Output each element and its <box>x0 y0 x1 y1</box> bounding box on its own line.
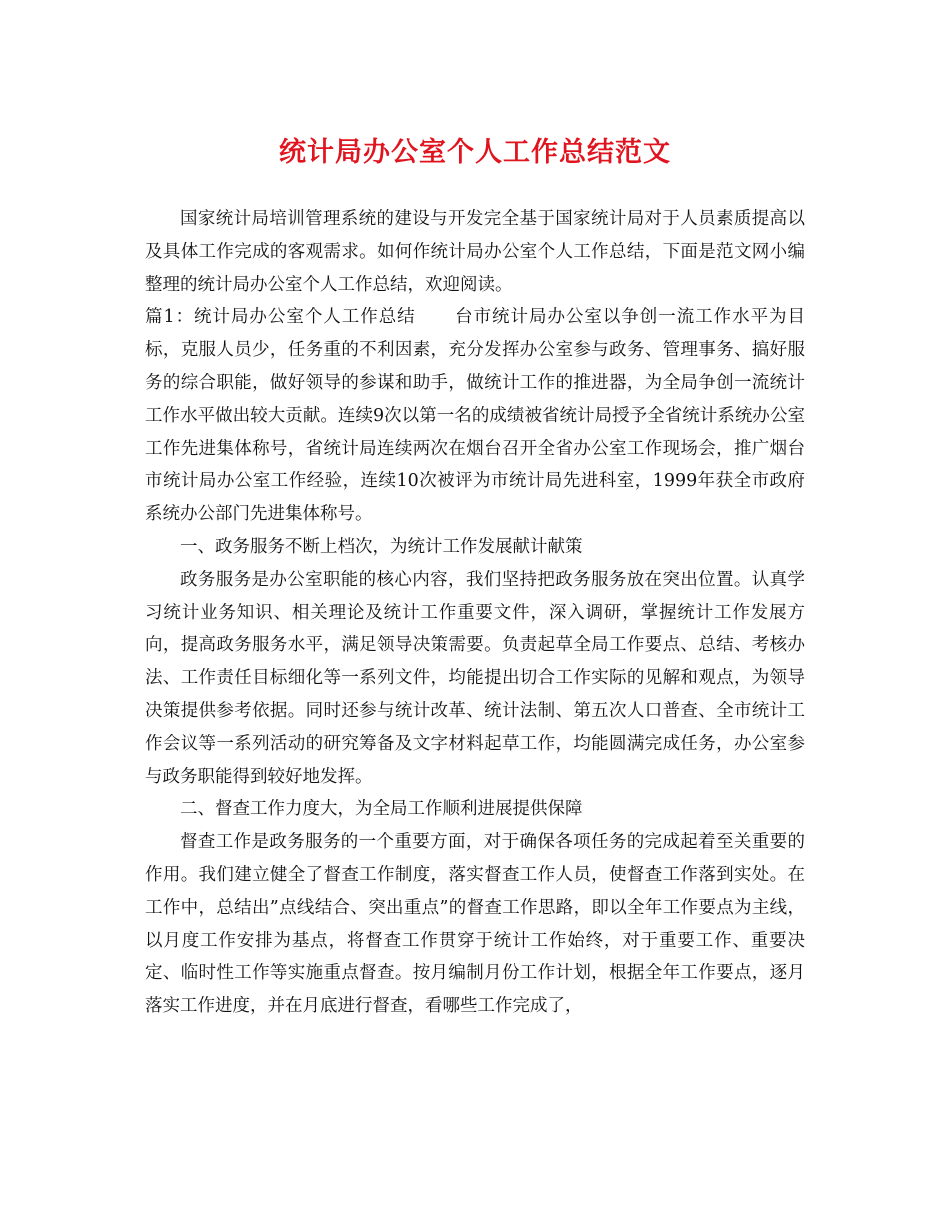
intro-paragraph: 国家统计局培训管理系统的建设与开发完全基于国家统计局对于人员素质提高以及具体工作完成的客观需求。如何作统计局办公室个人工作总结，下面是范文网小编整理的统计局办公室个人工作总结，欢迎阅读。 <box>145 209 805 295</box>
section2-paragraph: 督查工作是政务服务的一个重要方面，对于确保各项任务的完成起着至关重要的作用。我们建立健全了督查工作制度，落实督查工作人员，使督查工作落到实处。在工作中，总结出”点线结合、突出重点”的督查工作思路，即以全年工作要点为主线，以月度工作安排为基点，将督查工作贯穿于统计工作始终，对于重要工作、重要决定、临时性工作等实施重点督查。按月编制月份工作计划，根据全年工作要点，逐月落实工作进度，并在月底进行督查，看哪些工作完成了， <box>145 832 805 1017</box>
section2-heading: 二、督查工作力度大，为全局工作顺利进展提供保障 <box>180 799 583 820</box>
section1-paragraph: 政务服务是办公室职能的核心内容，我们坚持把政务服务放在突出位置。认真学习统计业务知识、相关理论及统计工作重要文件，深入调研，掌握统计工作发展方向，提高政务服务水平，满足领导决策需要。负责起草全局工作要点、总结、考核办法、工作责任目标细化等一系列文件，均能提出切合工作实际的见解和观点，为领导决策提供参考依据。同时还参与统计改革、统计法制、第五次人口普查、全市统计工作会议等一系列活动的研究筹备及文字材料起草工作，均能圆满完成任务，办公室参与政务职能得到较好地发挥。 <box>145 569 805 787</box>
document-title: 统计局办公室个人工作总结范文 <box>279 137 671 168</box>
section1-heading: 一、政务服务不断上档次，为统计工作发展献计献策 <box>180 536 583 557</box>
chapter-text: 台市统计局办公室以争创一流工作水平为目标，克服人员少，任务重的不利因素，充分发挥办公室参与政务、管理事务、搞好服务的综合职能，做好领导的参谋和助手，做统计工作的推进器，为全局争创一流统计工作水平做出较大贡献。连续9次以第一名的成绩被省统计局授予全省统计系统办公室工作先进集体称号，省统计局连续两次在烟台召开全省办公室工作现场会，推广烟台市统计局办公室工作经验，连续10次被评为市统计局先进科室，1999年获全市政府系统办公部门先进集体称号。 <box>145 307 806 525</box>
chapter-paragraph <box>145 301 805 531</box>
chapter-label: 篇1：统计局办公室个人工作总结 <box>145 307 416 328</box>
document-body <box>145 203 805 1023</box>
